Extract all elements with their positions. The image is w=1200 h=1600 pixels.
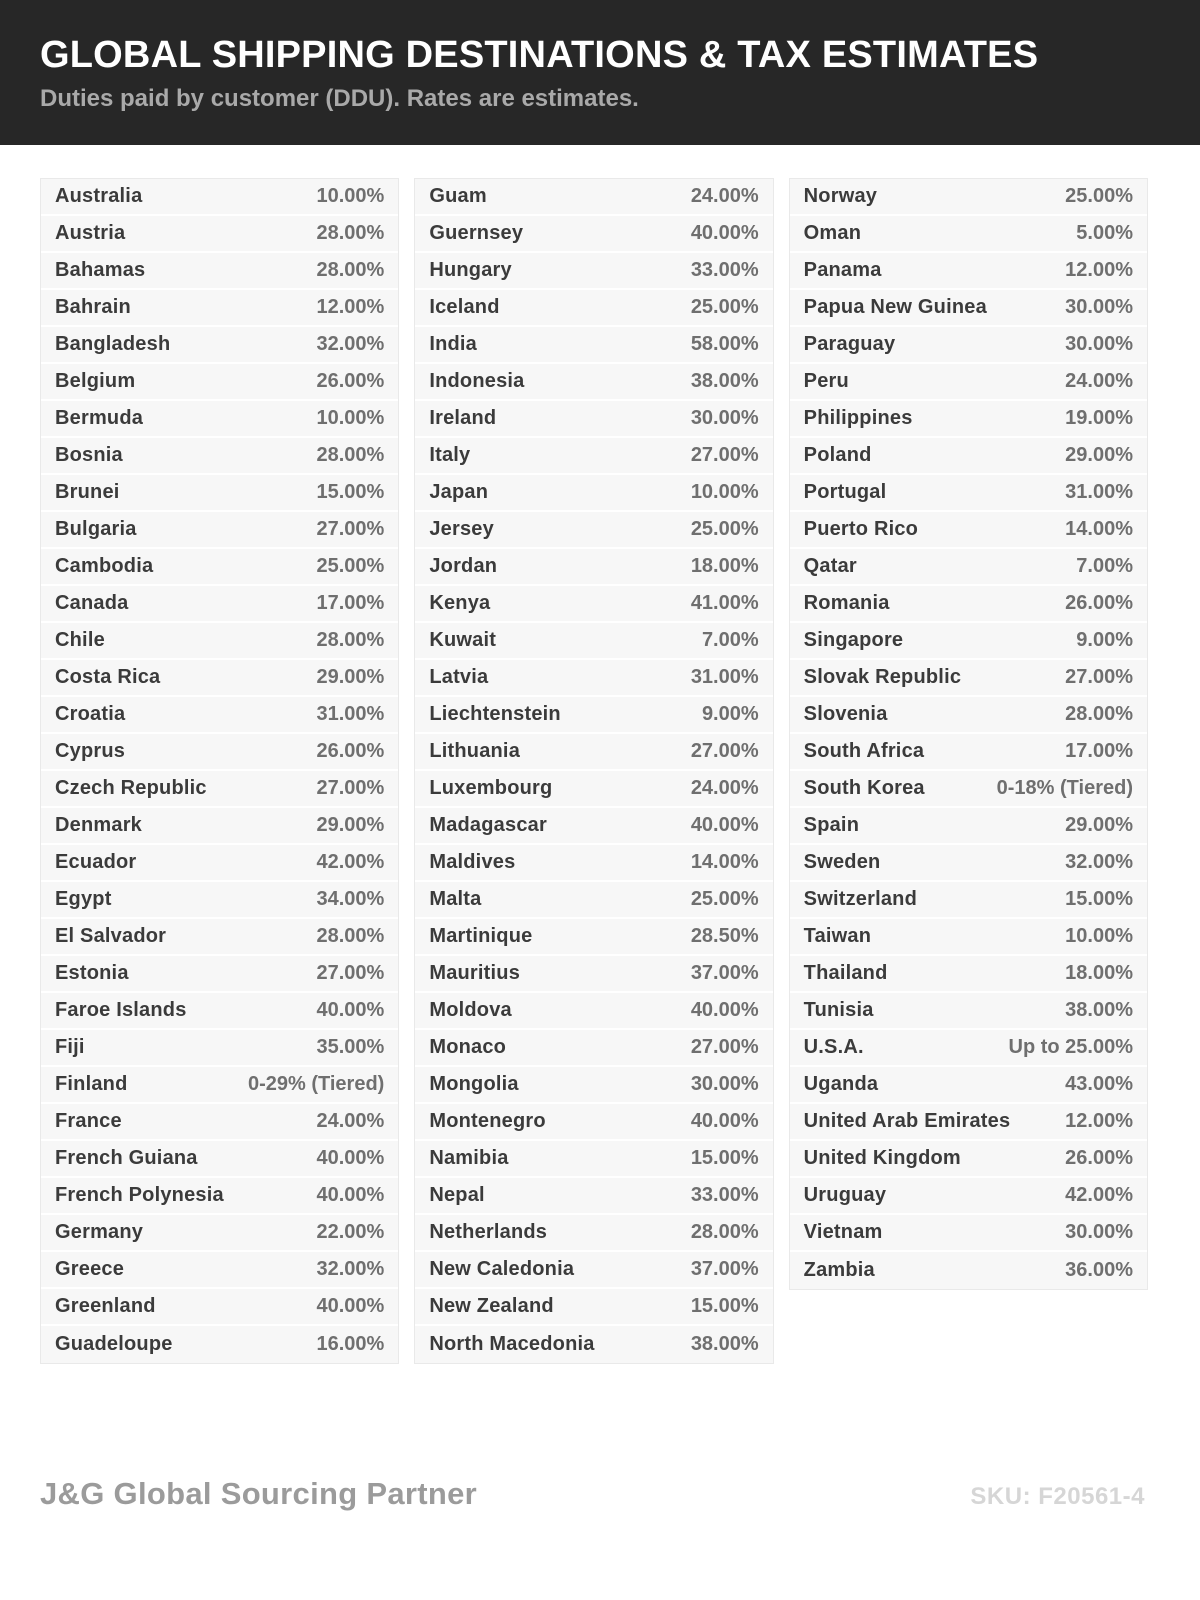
tax-rate: 9.00% [1076, 629, 1133, 651]
table-row [790, 1030, 1147, 1067]
table-row [415, 1141, 772, 1178]
country-name: Papua New Guinea [803, 296, 987, 318]
table-row [790, 623, 1147, 660]
tax-rate: 25.00% [316, 555, 385, 577]
tax-rate: 30.00% [1065, 1221, 1133, 1243]
table-row [415, 401, 772, 438]
country-name: Germany [55, 1221, 144, 1243]
table-row [790, 253, 1147, 290]
tax-rate: 17.00% [1065, 740, 1133, 762]
table-row [790, 993, 1147, 1030]
table-row [790, 1067, 1147, 1104]
country-name: Chile [55, 629, 105, 651]
country-name: Bermuda [55, 407, 144, 429]
country-name: France [55, 1110, 122, 1132]
table-row [415, 1215, 772, 1252]
country-name: Thailand [803, 962, 888, 984]
country-name: Netherlands [429, 1221, 548, 1243]
country-name: Poland [803, 444, 872, 466]
table-row [41, 1215, 398, 1252]
table-row [41, 1104, 398, 1141]
tax-rate: 28.00% [316, 444, 385, 466]
tax-rate: 42.00% [316, 851, 385, 873]
table-row [415, 1030, 772, 1067]
country-name: Slovak Republic [803, 666, 962, 688]
country-name: Bahamas [55, 259, 146, 281]
table-row [415, 549, 772, 586]
country-name: South Africa [803, 740, 925, 762]
table-row [790, 549, 1147, 586]
country-name: North Macedonia [429, 1333, 595, 1355]
country-name: Iceland [429, 296, 500, 318]
tax-rate: 42.00% [1065, 1184, 1133, 1206]
country-name: Cambodia [55, 555, 154, 577]
country-name: Ireland [429, 407, 497, 429]
tax-rate: 29.00% [1065, 444, 1133, 466]
tax-rate: 28.00% [690, 1221, 759, 1243]
table-row [415, 364, 772, 401]
tax-rate: 19.00% [1065, 407, 1133, 429]
tax-rate: 0-29% (Tiered) [247, 1073, 385, 1095]
table-row [41, 1067, 398, 1104]
country-name: New Zealand [429, 1295, 554, 1317]
table-row [415, 734, 772, 771]
tax-rate: 30.00% [1065, 333, 1133, 355]
table-row [415, 179, 772, 216]
tax-rate: 10.00% [316, 407, 385, 429]
country-name: Paraguay [803, 333, 896, 355]
table-row [41, 1141, 398, 1178]
tax-rate: 30.00% [1065, 296, 1133, 318]
table-row [415, 290, 772, 327]
table-row [41, 512, 398, 549]
table-row [41, 364, 398, 401]
tax-rate: 35.00% [316, 1036, 385, 1058]
table-row [790, 364, 1147, 401]
page-header [0, 0, 1200, 145]
tax-rate: 40.00% [316, 1184, 385, 1206]
tax-rate: 25.00% [690, 518, 759, 540]
table-row [41, 586, 398, 623]
tax-rate: 58.00% [690, 333, 759, 355]
country-name: Brunei [55, 481, 120, 503]
tax-rate: 7.00% [1076, 555, 1133, 577]
table-row [41, 401, 398, 438]
table-row [415, 1067, 772, 1104]
table-row [41, 1178, 398, 1215]
tax-rate: 32.00% [316, 1258, 385, 1280]
tax-rate: 29.00% [316, 666, 385, 688]
country-name: Peru [803, 370, 849, 392]
country-name: Oman [803, 222, 862, 244]
table-row [41, 660, 398, 697]
country-name: United Arab Emirates [803, 1110, 1011, 1132]
table-row [41, 1326, 398, 1363]
table-row [790, 660, 1147, 697]
table-row [41, 438, 398, 475]
country-name: Guadeloupe [55, 1333, 173, 1355]
country-name: Greenland [55, 1295, 156, 1317]
tax-rate: 27.00% [316, 777, 385, 799]
table-row [790, 1215, 1147, 1252]
table-row [41, 327, 398, 364]
table-row [415, 808, 772, 845]
tax-rate: 33.00% [690, 259, 759, 281]
table-row [41, 919, 398, 956]
table-row [41, 808, 398, 845]
country-name: South Korea [803, 777, 925, 799]
table-row [41, 993, 398, 1030]
tax-rate: 40.00% [690, 222, 759, 244]
country-name: Portugal [803, 481, 887, 503]
country-name: Kenya [429, 592, 491, 614]
tax-rate: 38.00% [690, 1333, 759, 1355]
table-row [41, 549, 398, 586]
country-name: Philippines [803, 407, 913, 429]
table-row [790, 882, 1147, 919]
country-name: Belgium [55, 370, 136, 392]
tax-rate: 37.00% [690, 962, 759, 984]
tax-rate: 26.00% [316, 740, 385, 762]
tax-rate: 5.00% [1076, 222, 1133, 244]
country-name: U.S.A. [803, 1036, 864, 1058]
country-name: Qatar [803, 555, 857, 577]
table-row [415, 1326, 772, 1363]
tax-rate: 31.00% [690, 666, 759, 688]
country-name: Bosnia [55, 444, 123, 466]
country-name: Egypt [55, 888, 112, 910]
country-name: Indonesia [429, 370, 525, 392]
tax-rate: 32.00% [1065, 851, 1133, 873]
tax-rate: 14.00% [690, 851, 759, 873]
tax-rate: 14.00% [1065, 518, 1133, 540]
table-row [41, 475, 398, 512]
tax-rate: 40.00% [690, 999, 759, 1021]
country-name: Bahrain [55, 296, 131, 318]
tax-rate: 7.00% [701, 629, 759, 651]
country-name: New Caledonia [429, 1258, 575, 1280]
table-row [790, 1252, 1147, 1289]
tax-rate: 37.00% [690, 1258, 759, 1280]
country-name: Canada [55, 592, 129, 614]
tax-rate: 12.00% [1065, 1110, 1133, 1132]
table-row [790, 512, 1147, 549]
table-row [415, 475, 772, 512]
country-name: United Kingdom [803, 1147, 961, 1169]
tax-rate: 41.00% [690, 592, 759, 614]
tax-rate: 33.00% [690, 1184, 759, 1206]
tax-rate: 43.00% [1065, 1073, 1133, 1095]
rate-table-column-3 [789, 178, 1148, 1290]
country-name: Denmark [55, 814, 142, 836]
country-name: Uganda [803, 1073, 879, 1095]
table-row [415, 512, 772, 549]
tax-rate: 15.00% [690, 1147, 759, 1169]
tax-rate: 31.00% [316, 703, 385, 725]
tax-rate: 24.00% [1065, 370, 1133, 392]
country-name: Italy [429, 444, 471, 466]
tax-rate: 38.00% [690, 370, 759, 392]
table-row [415, 956, 772, 993]
table-row [415, 845, 772, 882]
tax-rate: 40.00% [690, 1110, 759, 1132]
country-name: India [429, 333, 477, 355]
page-footer [40, 1476, 1145, 1512]
country-name: Lithuania [429, 740, 521, 762]
tax-rate: 24.00% [316, 1110, 385, 1132]
country-name: Ecuador [55, 851, 137, 873]
table-row [790, 734, 1147, 771]
tax-rate: 25.00% [1065, 185, 1133, 207]
table-row [41, 697, 398, 734]
country-name: Malta [429, 888, 482, 910]
tax-rate: 12.00% [1065, 259, 1133, 281]
table-row [41, 179, 398, 216]
table-row [41, 1289, 398, 1326]
tax-rate: 10.00% [316, 185, 385, 207]
tax-rate: 15.00% [690, 1295, 759, 1317]
country-name: Tunisia [803, 999, 874, 1021]
country-name: Montenegro [429, 1110, 546, 1132]
rate-tables [40, 178, 1148, 1364]
country-name: Namibia [429, 1147, 509, 1169]
tax-rate: 15.00% [316, 481, 385, 503]
country-name: Latvia [429, 666, 489, 688]
tax-rate: 10.00% [1065, 925, 1133, 947]
country-name: Finland [55, 1073, 128, 1095]
table-row [790, 1141, 1147, 1178]
country-name: Sweden [803, 851, 881, 873]
tax-rate: 29.00% [1065, 814, 1133, 836]
country-name: Estonia [55, 962, 129, 984]
table-row [790, 179, 1147, 216]
table-row [415, 1289, 772, 1326]
table-row [790, 808, 1147, 845]
table-row [415, 216, 772, 253]
country-name: Mongolia [429, 1073, 519, 1095]
tax-rate: 28.00% [316, 222, 385, 244]
tax-rate: 27.00% [690, 1036, 759, 1058]
country-name: Czech Republic [55, 777, 207, 799]
tax-rate: 18.00% [1065, 962, 1133, 984]
tax-rate: 22.00% [316, 1221, 385, 1243]
table-row [415, 771, 772, 808]
table-row [790, 956, 1147, 993]
country-name: French Guiana [55, 1147, 198, 1169]
table-row [790, 216, 1147, 253]
table-row [415, 882, 772, 919]
country-name: Mauritius [429, 962, 521, 984]
tax-rate: 26.00% [1065, 1147, 1133, 1169]
country-name: Jersey [429, 518, 494, 540]
country-name: Kuwait [429, 629, 497, 651]
rate-table-column-1 [40, 178, 399, 1364]
country-name: Greece [55, 1258, 125, 1280]
table-row [41, 1030, 398, 1067]
tax-rate: 40.00% [316, 999, 385, 1021]
tax-rate: 28.00% [316, 925, 385, 947]
tax-rate: 9.00% [701, 703, 759, 725]
tax-rate: 16.00% [316, 1333, 385, 1355]
country-name: Zambia [803, 1259, 875, 1281]
tax-rate: 30.00% [690, 407, 759, 429]
table-row [41, 771, 398, 808]
country-name: Puerto Rico [803, 518, 919, 540]
country-name: French Polynesia [55, 1184, 224, 1206]
tax-rate: 12.00% [316, 296, 385, 318]
tax-rate: 24.00% [690, 185, 759, 207]
country-name: Faroe Islands [55, 999, 187, 1021]
table-row [41, 623, 398, 660]
table-row [790, 327, 1147, 364]
country-name: Moldova [429, 999, 512, 1021]
country-name: Croatia [55, 703, 126, 725]
table-row [790, 290, 1147, 327]
table-row [790, 475, 1147, 512]
country-name: Slovenia [803, 703, 888, 725]
table-row [790, 401, 1147, 438]
tax-rate: 28.00% [1065, 703, 1133, 725]
table-row [41, 734, 398, 771]
tax-rate: 28.00% [316, 259, 385, 281]
table-row [415, 438, 772, 475]
table-row [41, 216, 398, 253]
country-name: Norway [803, 185, 878, 207]
tax-rate: 27.00% [316, 962, 385, 984]
country-name: Nepal [429, 1184, 485, 1206]
tax-rate: 25.00% [690, 296, 759, 318]
country-name: Fiji [55, 1036, 85, 1058]
tax-rate: 40.00% [690, 814, 759, 836]
country-name: Costa Rica [55, 666, 161, 688]
table-row [790, 771, 1147, 808]
tax-rate: 0-18% (Tiered) [996, 777, 1133, 799]
country-name: Madagascar [429, 814, 547, 836]
table-row [41, 290, 398, 327]
tax-rate: 31.00% [1065, 481, 1133, 503]
tax-rate: 28.00% [316, 629, 385, 651]
tax-rate: 32.00% [316, 333, 385, 355]
tax-rate: 24.00% [690, 777, 759, 799]
sku-label: SKU: F20561-4 [970, 1483, 1145, 1510]
tax-rate: 30.00% [690, 1073, 759, 1095]
table-row [415, 1252, 772, 1289]
country-name: Bulgaria [55, 518, 137, 540]
country-name: Hungary [429, 259, 512, 281]
tax-rate: 36.00% [1065, 1259, 1133, 1281]
table-row [415, 1104, 772, 1141]
country-name: Uruguay [803, 1184, 887, 1206]
tax-rate: 26.00% [1065, 592, 1133, 614]
country-name: Panama [803, 259, 882, 281]
table-row [415, 253, 772, 290]
country-name: El Salvador [55, 925, 167, 947]
country-name: Romania [803, 592, 890, 614]
tax-rate: 27.00% [690, 740, 759, 762]
tax-rate: 27.00% [690, 444, 759, 466]
country-name: Switzerland [803, 888, 917, 910]
tax-rate: 29.00% [316, 814, 385, 836]
table-row [415, 1178, 772, 1215]
country-name: Spain [803, 814, 860, 836]
page-subtitle: Duties paid by customer (DDU). Rates are estimates. [40, 84, 639, 112]
tax-rate: Up to 25.00% [1008, 1036, 1133, 1058]
table-row [41, 956, 398, 993]
country-name: Monaco [429, 1036, 507, 1058]
table-row [790, 438, 1147, 475]
table-row [415, 327, 772, 364]
tax-rate: 34.00% [316, 888, 385, 910]
tax-rate: 28.50% [690, 925, 759, 947]
tax-rate: 27.00% [316, 518, 385, 540]
tax-rate: 17.00% [316, 592, 385, 614]
table-row [790, 1178, 1147, 1215]
country-name: Cyprus [55, 740, 126, 762]
country-name: Guam [429, 185, 487, 207]
rate-table-column-2 [414, 178, 773, 1364]
table-row [41, 845, 398, 882]
country-name: Liechtenstein [429, 703, 561, 725]
tax-rate: 10.00% [690, 481, 759, 503]
table-row [790, 697, 1147, 734]
tax-rate: 38.00% [1065, 999, 1133, 1021]
country-name: Maldives [429, 851, 516, 873]
table-row [415, 586, 772, 623]
country-name: Australia [55, 185, 143, 207]
country-name: Vietnam [803, 1221, 883, 1243]
table-row [790, 1104, 1147, 1141]
country-name: Luxembourg [429, 777, 553, 799]
country-name: Japan [429, 481, 489, 503]
table-row [790, 586, 1147, 623]
tax-rate: 18.00% [690, 555, 759, 577]
tax-rate: 40.00% [316, 1295, 385, 1317]
country-name: Guernsey [429, 222, 524, 244]
table-row [41, 882, 398, 919]
table-row [41, 1252, 398, 1289]
table-row [415, 919, 772, 956]
country-name: Martinique [429, 925, 533, 947]
table-row [790, 845, 1147, 882]
country-name: Singapore [803, 629, 904, 651]
table-row [415, 623, 772, 660]
country-name: Taiwan [803, 925, 872, 947]
table-row [415, 697, 772, 734]
country-name: Bangladesh [55, 333, 171, 355]
page-title: GLOBAL SHIPPING DESTINATIONS & TAX ESTIMATES [40, 34, 1039, 76]
tax-rate: 25.00% [690, 888, 759, 910]
table-row [415, 660, 772, 697]
tax-rate: 27.00% [1065, 666, 1133, 688]
tax-rate: 15.00% [1065, 888, 1133, 910]
country-name: Austria [55, 222, 126, 244]
brand-name: J&G Global Sourcing Partner [40, 1476, 478, 1511]
table-row [415, 993, 772, 1030]
tax-rate: 40.00% [316, 1147, 385, 1169]
table-row [41, 253, 398, 290]
tax-rate: 26.00% [316, 370, 385, 392]
table-row [790, 919, 1147, 956]
country-name: Jordan [429, 555, 498, 577]
